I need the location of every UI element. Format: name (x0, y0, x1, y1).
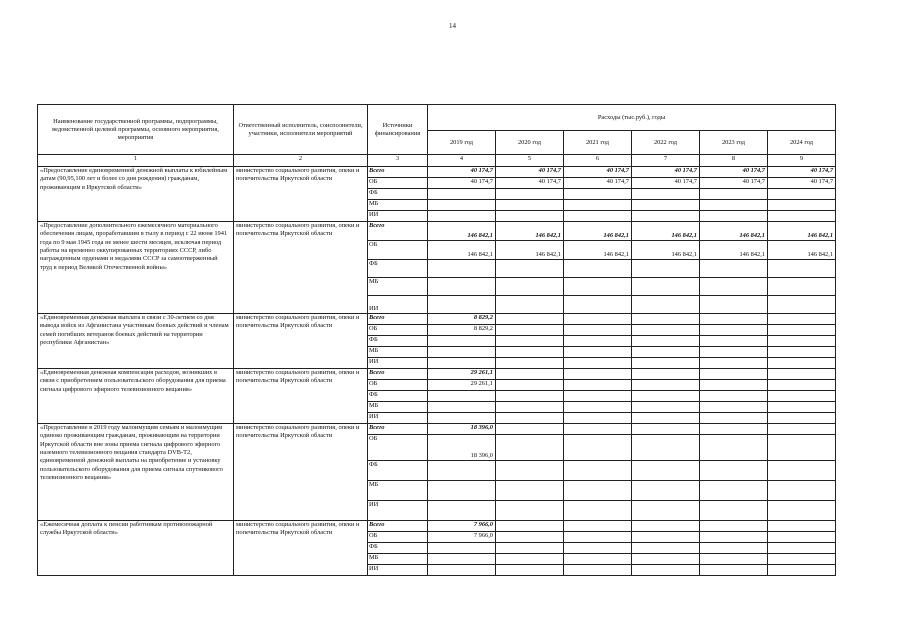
total-value: 18 396,0 (428, 424, 496, 435)
total-value: 7 966,0 (428, 521, 496, 532)
index-cell: 1 (38, 155, 234, 167)
source-ob: ОБ (368, 532, 428, 543)
measure-name: «Ежемесячная доплата к пенсии работникам противопожарной службы Иркутской области» (38, 521, 234, 576)
header-year: 2019 год (428, 131, 496, 155)
source-ob: ОБ (368, 178, 428, 189)
total-value: 40 174,7 (428, 167, 496, 178)
header-year: 2023 год (700, 131, 768, 155)
header-sources: Источники финансирования (368, 105, 428, 155)
measure-name: «Единовременная денежная компенсация расходов, возникших в связи с приобретением пользовательского оборудования для приема сигнала цифрового эфирного телевизионного вещания» (38, 369, 234, 424)
measure-responsible: министерство социального развития, опеки и попечительства Иркутской области (234, 167, 368, 222)
source-fb: ФБ (368, 461, 428, 481)
ob-value: 8 829,2 (428, 325, 496, 336)
source-fb: ФБ (368, 336, 428, 347)
total-value: 29 261,1 (428, 369, 496, 380)
source-mb: МБ (368, 402, 428, 413)
total-value: 40 174,7 (564, 167, 632, 178)
source-total: Всего (368, 369, 428, 380)
total-value: 40 174,7 (700, 167, 768, 178)
header-year: 2021 год (564, 131, 632, 155)
source-total: Всего (368, 167, 428, 178)
source-mb: МБ (368, 481, 428, 501)
total-value: 146 842,1 (632, 222, 700, 241)
source-ii: ИИ (368, 358, 428, 369)
index-cell: 2 (234, 155, 368, 167)
ob-value: 40 174,7 (700, 178, 768, 189)
ob-value: 146 842,1 (428, 241, 496, 260)
index-cell: 7 (632, 155, 700, 167)
ob-value: 146 842,1 (768, 241, 836, 260)
total-value: 146 842,1 (768, 222, 836, 241)
source-mb: МБ (368, 554, 428, 565)
source-total: Всего (368, 314, 428, 325)
source-ii: ИИ (368, 413, 428, 424)
source-fb: ФБ (368, 543, 428, 554)
source-ob: ОБ (368, 435, 428, 461)
ob-value: 146 842,1 (632, 241, 700, 260)
ob-value: 146 842,1 (496, 241, 564, 260)
ob-value: 40 174,7 (428, 178, 496, 189)
header-responsible: Ответственный исполнитель, соисполнители, участники, исполнители мероприятий (234, 105, 368, 155)
page-number: 14 (449, 22, 456, 30)
ob-value: 40 174,7 (768, 178, 836, 189)
index-cell: 6 (564, 155, 632, 167)
ob-value: 146 842,1 (700, 241, 768, 260)
ob-value: 40 174,7 (632, 178, 700, 189)
source-ii: ИИ (368, 296, 428, 314)
source-total: Всего (368, 222, 428, 241)
source-fb: ФБ (368, 189, 428, 200)
ob-value: 40 174,7 (496, 178, 564, 189)
source-ii: ИИ (368, 501, 428, 521)
header-year: 2020 год (496, 131, 564, 155)
source-ob: ОБ (368, 241, 428, 260)
header-year: 2024 год (768, 131, 836, 155)
measure-name: «Единовременная денежная выплата в связи с 30-летием со дня вывода войск из Афганистана участникам боевых действий и членам семей погибших ветеранов боевых действий на территории республики Афганистан» (38, 314, 234, 369)
expenses-table (37, 104, 836, 576)
header-expenses: Расходы (тыс.руб.), годы (428, 105, 836, 131)
measure-responsible: министерство социального развития, опеки и попечительства Иркутской области (234, 424, 368, 521)
index-cell: 9 (768, 155, 836, 167)
ob-value: 7 966,0 (428, 532, 496, 543)
source-ob: ОБ (368, 380, 428, 391)
measure-responsible: министерство социального развития, опеки и попечительства Иркутской области (234, 222, 368, 314)
measure-responsible: министерство социального развития, опеки и попечительства Иркутской области (234, 369, 368, 424)
source-mb: МБ (368, 278, 428, 296)
total-value: 8 829,2 (428, 314, 496, 325)
header-name: Наименование государственной программы, подпрограммы, ведомственной целевой программы, основного мероприятия, мероприятия (38, 105, 234, 155)
total-value: 40 174,7 (496, 167, 564, 178)
source-ob: ОБ (368, 325, 428, 336)
header-year: 2022 год (632, 131, 700, 155)
measure-name: «Предоставление дополнительного ежемесячного материального обеспечения лицам, проработавшим в тылу в период с 22 июня 1941 года по 9 мая 1945 года не менее шести месяцев, исключая период работы на временно оккупированных территориях СССР, либо награжденным орденами и медалями СССР за самоотверженный труд в период Великой Отечественной войны» (38, 222, 234, 314)
source-mb: МБ (368, 347, 428, 358)
index-row (38, 155, 836, 167)
measure-responsible: министерство социального развития, опеки и попечительства Иркутской области (234, 521, 368, 576)
measure-responsible: министерство социального развития, опеки и попечительства Иркутской области (234, 314, 368, 369)
index-cell: 8 (700, 155, 768, 167)
ob-value: 40 174,7 (564, 178, 632, 189)
source-mb: МБ (368, 200, 428, 211)
total-value: 40 174,7 (768, 167, 836, 178)
source-ii: ИИ (368, 211, 428, 222)
index-cell: 4 (428, 155, 496, 167)
total-value: 146 842,1 (564, 222, 632, 241)
total-value: 146 842,1 (428, 222, 496, 241)
total-value: 146 842,1 (496, 222, 564, 241)
ob-value: 29 261,1 (428, 380, 496, 391)
index-cell: 5 (496, 155, 564, 167)
total-value: 40 174,7 (632, 167, 700, 178)
source-total: Всего (368, 424, 428, 435)
source-ii: ИИ (368, 565, 428, 576)
source-fb: ФБ (368, 391, 428, 402)
ob-value: 18 396,0 (428, 435, 496, 461)
total-value: 146 842,1 (700, 222, 768, 241)
measure-name: «Предоставление единовременной денежной выплаты к юбилейным датам (90,95,100 лет и более со дня рождения) гражданам, проживающим в Иркутской области» (38, 167, 234, 222)
index-cell: 3 (368, 155, 428, 167)
ob-value: 146 842,1 (564, 241, 632, 260)
source-fb: ФБ (368, 260, 428, 278)
measure-name: «Предоставление в 2019 году малоимущим семьям и малоимущим одиноко проживающим гражданам, проживающим на территории Иркутской области вне зоны приема сигнала цифрового эфирного наземного телевизионного вещания стандарта DVB-T2, единовременной денежной выплаты на приобретение и установку пользовательского оборудования для приема сигнала спутникового телевизионного вещания» (38, 424, 234, 521)
source-total: Всего (368, 521, 428, 532)
